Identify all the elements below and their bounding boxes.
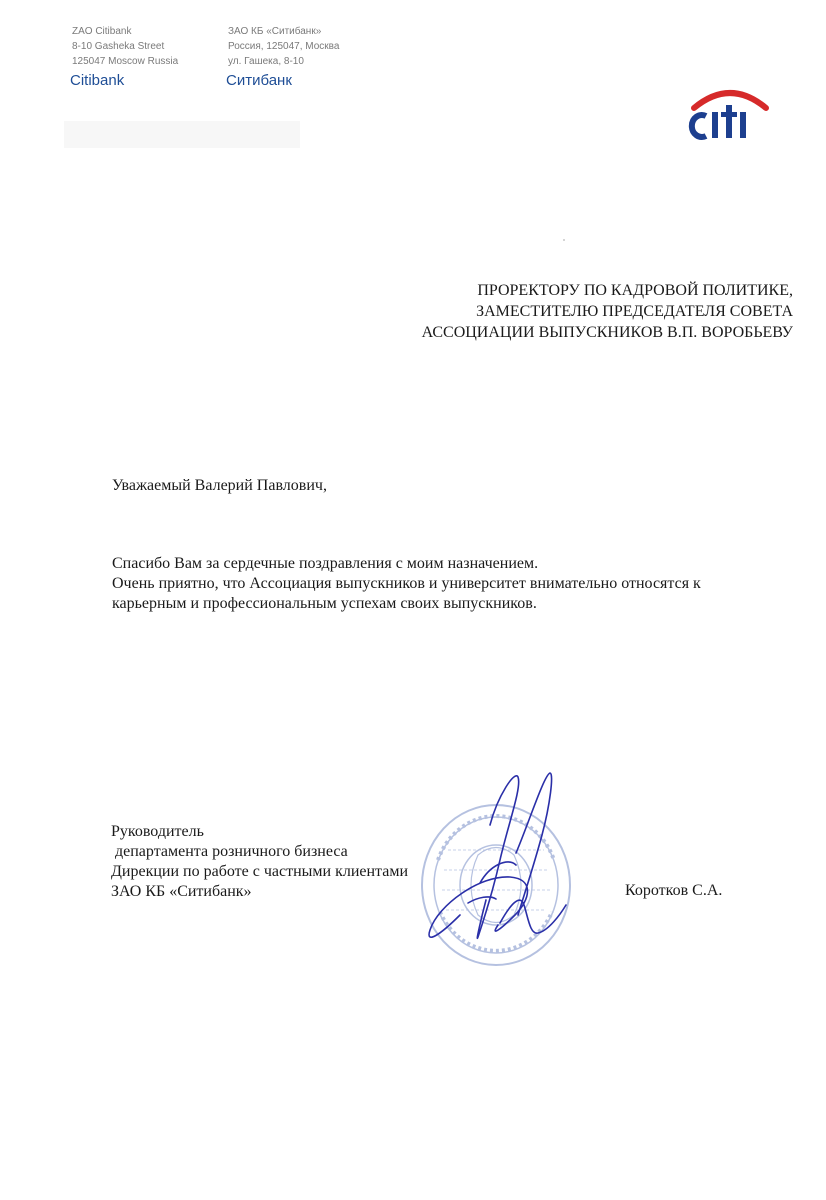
position-line: Руководитель <box>111 823 204 840</box>
letterhead-address-ru <box>228 24 339 69</box>
paragraph-line: Очень приятно, что Ассоциация выпускников и университет внимательно относятся к <box>112 575 701 592</box>
address-ru-line: ЗАО КБ «Ситибанк» <box>228 26 322 37</box>
redacted-area <box>64 121 300 148</box>
scan-speck <box>563 239 565 241</box>
paragraph-line: карьерным и профессиональным успехам своих выпускников. <box>112 595 537 612</box>
address-ru-line: ул. Гашека, 8-10 <box>228 56 304 67</box>
address-en-line: ZAO Citibank <box>72 26 132 37</box>
position-line: Дирекции по работе с частными клиентами <box>111 863 409 880</box>
bank-name-ru: Ситибанк <box>226 72 292 89</box>
addressee-block <box>422 280 793 343</box>
addressee-line: ПРОРЕКТОРУ ПО КАДРОВОЙ ПОЛИТИКЕ, <box>477 282 793 299</box>
greeting: Уважаемый Валерий Павлович, <box>112 477 327 494</box>
bank-name-en: Citibank <box>70 72 125 89</box>
letterhead-address-en <box>72 24 178 69</box>
addressee-line: ЗАМЕСТИТЕЛЮ ПРЕДСЕДАТЕЛЯ СОВЕТА <box>476 303 793 320</box>
position-line: ЗАО КБ «Ситибанк» <box>111 883 252 900</box>
position-line: департамента розничного бизнеса <box>115 843 348 860</box>
signature-block <box>111 822 408 902</box>
address-en-line: 8-10 Gasheka Street <box>72 41 165 52</box>
address-en-line: 125047 Moscow Russia <box>72 56 179 67</box>
address-ru-line: Россия, 125047, Москва <box>228 41 340 52</box>
signer-name: Коротков С.А. <box>625 882 723 899</box>
addressee-line: АССОЦИАЦИИ ВЫПУСКНИКОВ В.П. ВОРОБЬЕВУ <box>421 324 793 341</box>
body-paragraph <box>112 554 701 614</box>
paragraph-line: Спасибо Вам за сердечные поздравления с моим назначением. <box>112 555 539 572</box>
handwritten-signature-icon <box>420 765 570 960</box>
citi-logo-icon <box>680 84 772 146</box>
